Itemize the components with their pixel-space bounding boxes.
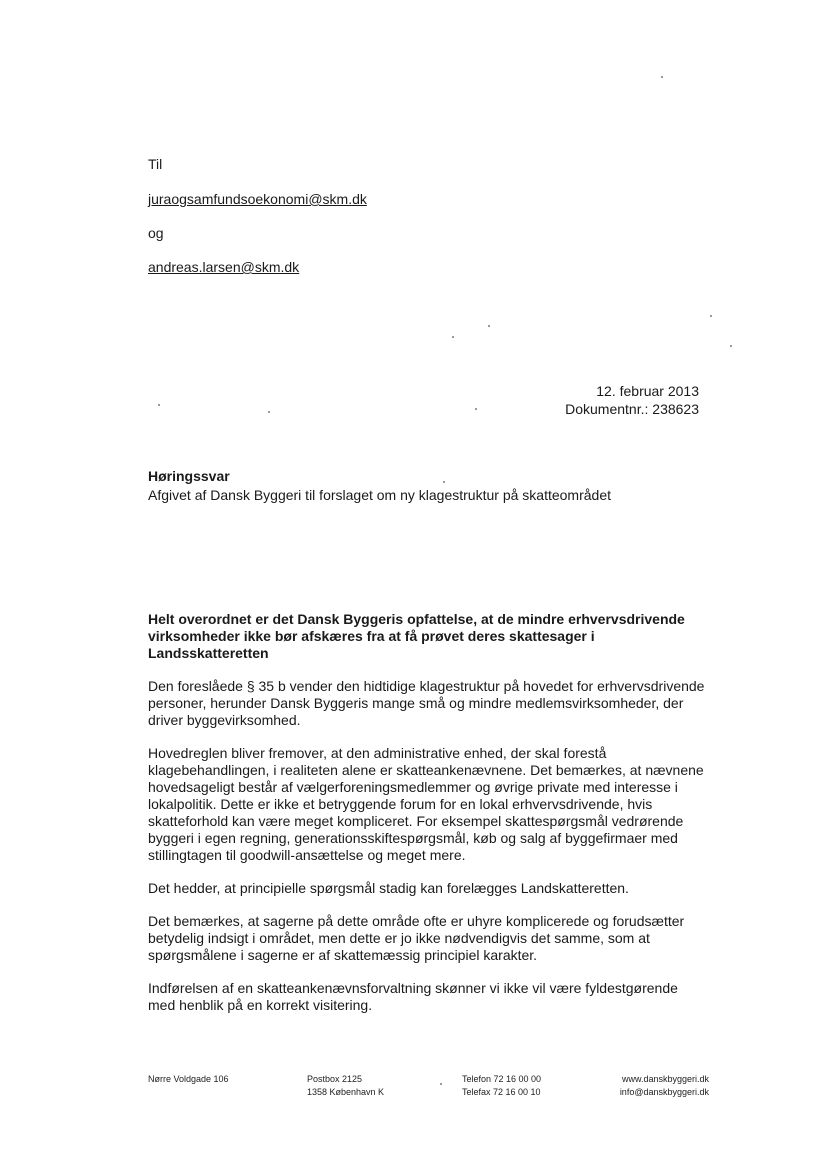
footer-postbox-line: Postbox 2125 <box>307 1074 363 1084</box>
letter-date: 12. februar 2013 <box>596 383 699 399</box>
document-number: Dokumentnr.: 238623 <box>565 401 699 417</box>
paragraph: Det hedder, at principielle spørgsmål stadig kan forelægges Landskatteretten. <box>148 880 629 896</box>
scan-speck <box>730 345 732 347</box>
scan-speck <box>443 481 445 483</box>
paragraph: Hovedreglen bliver fremover, at den administrative enhed, der skal forestå klagebehandlingen, i realiteten alene er skatteankenævnene. Det bemærkes, at nævnene hovedsageligt består af vælgerforeningsmedlemmer og øvrige private med interesse i lokalpolitik. Dette er ikke et betryggende forum for en lokal erhvervsdrivende, hvis skatteforhold kan være meget kompliceret. For eksempel skattespørgsmål vedrørende byggeri i egen regning, generationsskiftespørgsmål, køb og salg af byggefirmaer med stillingtagen til goodwill-ansættelse og meget mere. <box>148 745 704 863</box>
footer-web-link[interactable]: www.danskbyggeri.dk <box>621 1074 709 1084</box>
paragraph: Den foreslåede § 35 b vender den hidtidige klagestruktur på hovedet for erhvervsdrivende personer, herunder Dansk Byggeris mange små og mindre medlemsvirksomheder, der driver byggevirksomhed. <box>148 678 705 728</box>
document-title: Høringssvar <box>148 468 230 484</box>
scan-speck <box>452 336 454 338</box>
footer-phone: Telefon 72 16 00 00 <box>462 1074 542 1084</box>
document-subtitle: Afgivet af Dansk Byggeri til forslaget om ny klagestruktur på skatteområdet <box>148 487 611 503</box>
footer-email-link[interactable]: info@danskbyggeri.dk <box>619 1087 709 1097</box>
scan-speck <box>268 411 270 413</box>
scan-speck <box>440 1083 442 1085</box>
section-heading: Helt overordnet er det Dansk Byggeris opfattelse, at de mindre erhvervsdrivende virksomheder ikke bør afskæres fra at få prøvet deres skattesager i Landsskatteretten <box>148 611 685 661</box>
letter-body <box>148 611 708 1030</box>
recipient-email-2[interactable]: andreas.larsen@skm.dk <box>148 259 300 275</box>
paragraph: Det bemærkes, at sagerne på dette område ofte er uhyre komplicerede og forudsætter betydelig indsigt i området, men dette er jo ikke nødvendigvis det samme, som at spørgsmålene i sagerne er af skattemæssig principiel karakter. <box>148 913 685 963</box>
footer-fax: Telefax 72 16 00 10 <box>462 1087 541 1097</box>
scan-speck <box>661 76 663 78</box>
scan-speck <box>488 325 490 327</box>
date-block <box>565 382 699 418</box>
footer-city: 1358 København K <box>307 1087 385 1097</box>
scan-speck <box>710 315 712 317</box>
footer-address <box>148 1073 229 1086</box>
to-label: Til <box>148 156 163 172</box>
footer-postbox <box>307 1073 384 1099</box>
paragraph: Indførelsen af en skatteankenævnsforvaltning skønner vi ikke vil være fyldestgørende med henblik på en korrekt visitering. <box>148 980 678 1013</box>
scan-speck <box>475 408 477 410</box>
footer-contact <box>620 1073 709 1099</box>
scan-speck <box>158 404 160 406</box>
and-label: og <box>148 225 164 241</box>
footer-street: Nørre Voldgade 106 <box>148 1074 229 1084</box>
recipient-email-1[interactable]: juraogsamfundsoekonomi@skm.dk <box>148 191 367 207</box>
footer-phones <box>462 1073 541 1099</box>
